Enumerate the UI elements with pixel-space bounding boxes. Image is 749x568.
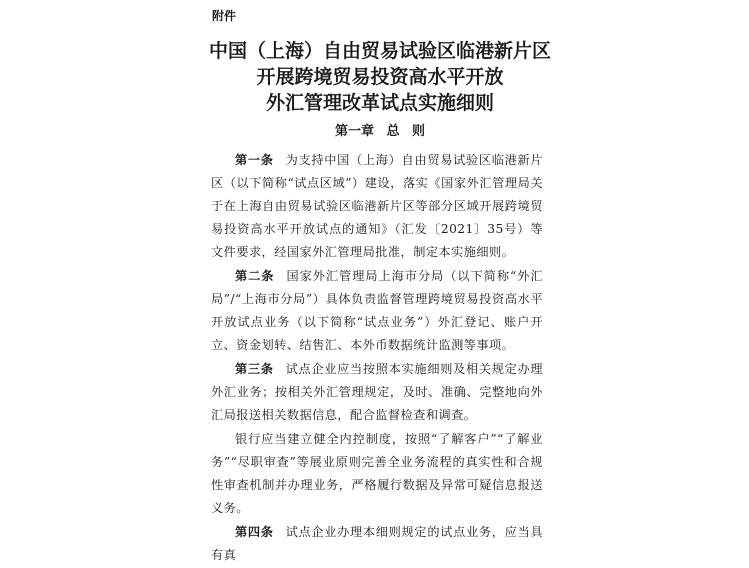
article-paragraph: [211, 265, 543, 357]
paragraph-text: 银行应当建立健全内控制度，按照“了解客户”“了解业务”“尽职审查”等展业原则完善全业务流程的真实性和合规性审查机制并办理业务，严格履行数据及异常可疑信息报送义务。: [211, 432, 543, 515]
article-number: 第三条: [235, 362, 274, 376]
attachment-label: 附件: [212, 9, 237, 23]
article-number: 第一条: [235, 153, 274, 167]
title-line-3: 外汇管理改革试点实施细则: [265, 92, 494, 114]
article-paragraph: [211, 358, 543, 427]
article-paragraph: [211, 521, 543, 567]
title-line-2: 开展跨境贸易投资高水平开放: [256, 66, 504, 88]
article-text: 试点企业应当按照本实施细则及相关规定办理外汇业务；按相关外汇管理规定，及时、准确、完整地向外汇局报送相关数据信息，配合监督检查和调查。: [211, 362, 543, 422]
article-number: 第二条: [235, 269, 275, 283]
title-line-1: 中国（上海）自由贸易试验区临港新片区: [208, 40, 551, 62]
article-text: 试点企业办理本细则规定的试点业务，应当具有真: [211, 525, 543, 562]
plain-paragraph: [211, 428, 543, 520]
document-body: [211, 149, 543, 568]
chapter-heading: 第一章 总 则: [334, 124, 426, 139]
article-paragraph: [211, 149, 543, 264]
document-title: [180, 38, 580, 116]
article-text: 为支持中国（上海）自由贸易试验区临港新片区（以下简称“试点区域”）建设，落实《国家外汇管理局关于在上海自由贸易试验区临港新片区等部分区域开展跨境贸易投资高水平开放试点的通知》（汇发〔2021〕35号）等文件要求，经国家外汇管理局批准，制定本实施细则。: [211, 153, 543, 259]
article-text: 国家外汇管理局上海市分局（以下简称“外汇局”/“上海市分局”）具体负责监督管理跨境贸易投资高水平开放试点业务（以下简称“试点业务”）外汇登记、账户开立、资金划转、结售汇、本外币数据统计监测等事项。: [211, 269, 543, 352]
article-number: 第四条: [235, 525, 274, 539]
